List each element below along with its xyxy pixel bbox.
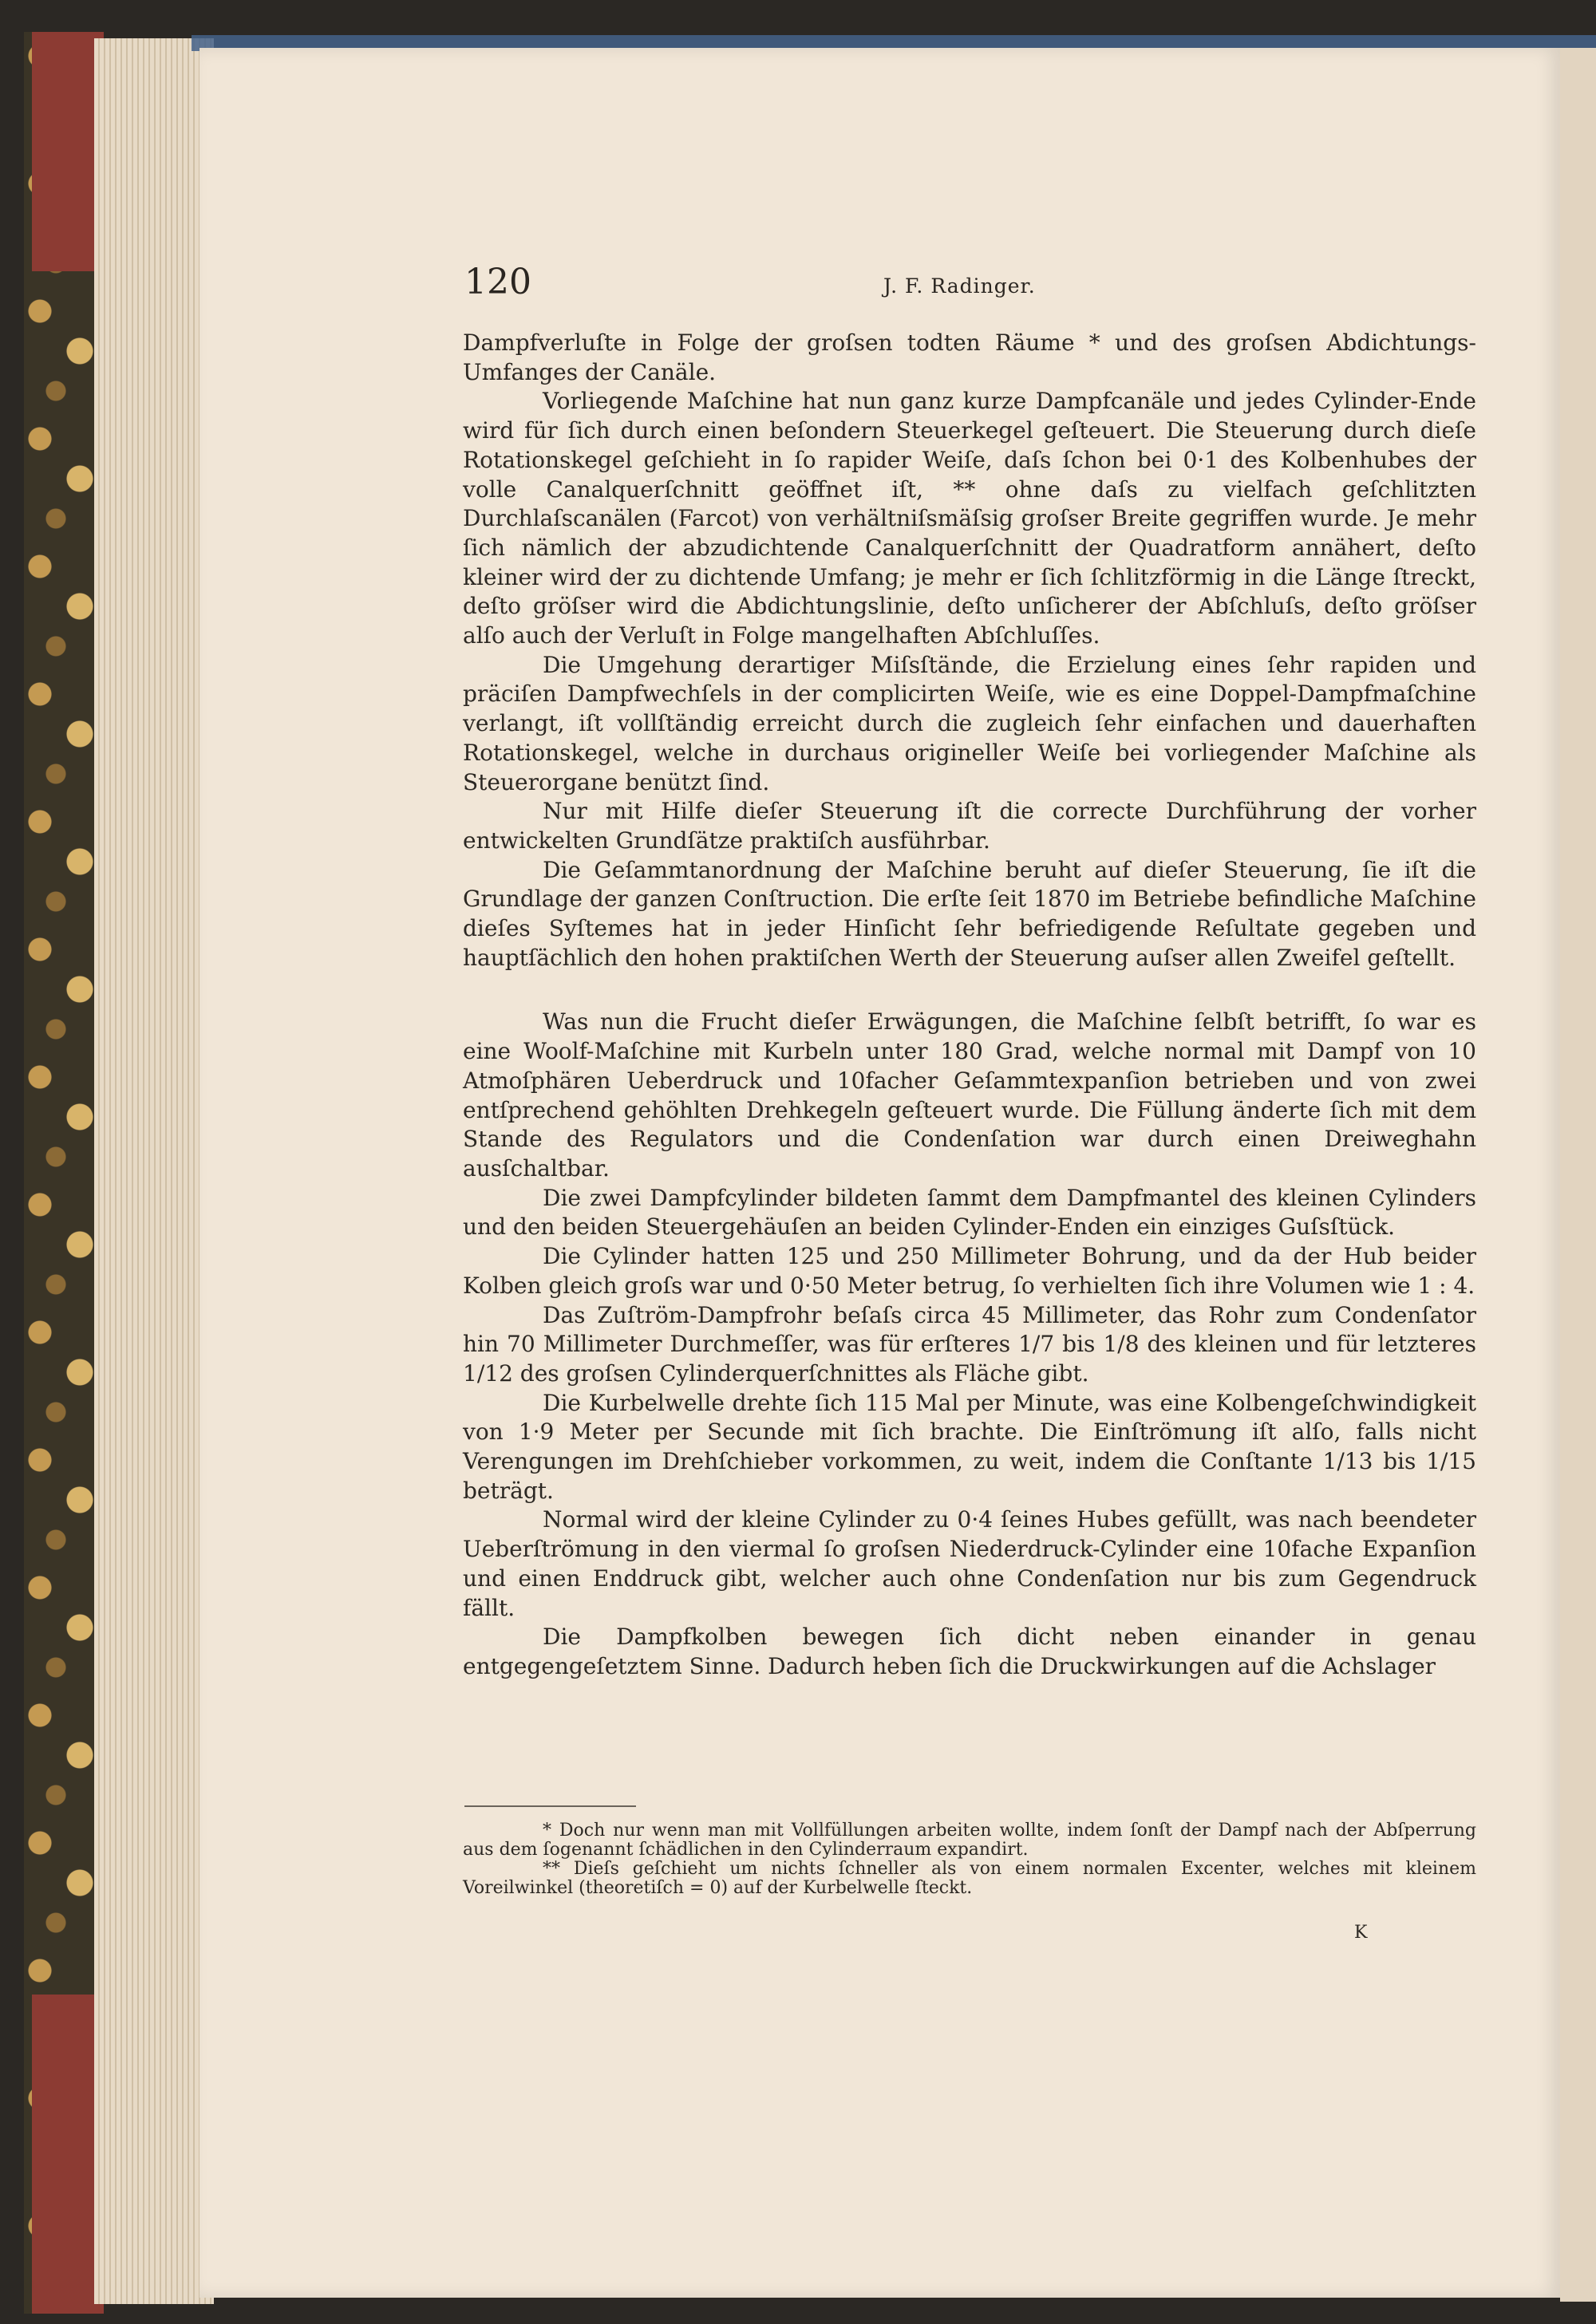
footnote: ** Dieſs geſchieht um nichts ſchneller als von einem normalen Excenter, welches mit kleinem Voreilwinkel (theoretiſch = 0) auf der Kurbelwelle ſteckt. [463,1859,1476,1898]
paragraph: Nur mit Hilfe dieſer Steuerung iſt die correcte Durchführung der vorher entwickelten Grundſätze praktiſch ausführbar. [463,798,1476,854]
paragraph: Die Geſammtanordnung der Maſchine beruht auf dieſer Steuerung, ſie iſt die Grundlage der ganzen Conſtruction. Die erſte ſeit 1870 im Betriebe befindliche Maſchine dieſes Syſtemes hat in jeder Hinſicht ſehr befriedigende Reſultate gegeben und hauptſächlich den hohen praktiſchen Werth der Steuerung auſser allen Zweifel geſtellt. [463,856,1476,971]
footnote: * Doch nur wenn man mit Vollfüllungen arbeiten wollte, indem ſonſt der Dampf nach der Abſperrung aus dem ſogenannt ſchädlichen in den Cylinderraum expandirt. [463,1821,1476,1860]
paragraph: Die zwei Dampfcylinder bildeten ſammt dem Dampfmantel des kleinen Cylinders und den beiden Steuergehäuſen an beiden Cylinder-Enden ein einziges Guſsſtück. [463,1184,1476,1241]
paragraph: Was nun die Frucht dieſer Erwägungen, die Maſchine ſelbſt betrifft, ſo war es eine Woolf-Maſchine mit Kurbeln unter 180 Grad, welche normal mit Dampf von 10 Atmoſphären Ueberdruck und 10facher Geſammtexpanſion betrieben und von zwei entſprechend gehöhlten Drehkegeln geſteuert wurde. Die Füllung änderte ſich mit dem Stande des Regulators und die Condenſation war durch einen Dreiweghahn ausſchaltbar. [463,1008,1476,1182]
marbled-cover [24,32,104,2314]
cover-binding-bottom [32,1995,104,2314]
running-title: J. F. Radinger. [883,274,1036,298]
page-stack-edges [94,38,214,2304]
paragraph: Normal wird der kleine Cylinder zu 0·4 ſeines Hubes gefüllt, was nach beendeter Ueberſtrömung in den viermal ſo groſsen Niederdruck-Cylinder eine 10fache Expanſion und einen Enddruck gibt, welcher auch ohne Condenſation nur bis zum Gegendruck fällt. [463,1506,1476,1621]
body-text [463,329,1476,1682]
section-gap [463,973,1476,1008]
footnotes [463,1821,1476,1898]
next-page-edge [1560,48,1596,2302]
paragraph: Die Kurbelwelle drehte ſich 115 Mal per Minute, was eine Kolbengeſchwindigkeit von 1·9 Meter per Secunde mit ſich brachte. Die Einſtrömung iſt alſo, falls nicht Verengungen im Drehſchieber vorkommen, zu weit, indem die Conſtante 1/13 bis 1/15 beträgt. [463,1389,1476,1504]
footnote-rule [464,1805,636,1807]
running-head [464,262,1478,310]
paragraph: Die Umgehung derartiger Miſsſtände, die Erzielung eines ſehr rapiden und präciſen Dampfwechſels in der complicirten Weiſe, wie es eine Doppel-Dampfmaſchine verlangt, iſt vollſtändig erreicht durch die zugleich ſehr einfachen und dauerhaften Rotationskegel, welche in durchaus origineller Weiſe bei vorliegender Maſchine als Steuerorgane benützt ſind. [463,651,1476,795]
paragraph: Vorliegende Maſchine hat nun ganz kurze Dampfcanäle und jedes Cylinder-Ende wird für ſich durch einen beſondern Steuerkegel geſteuert. Die Steuerung durch dieſe Rotationskegel geſchieht in ſo rapider Weiſe, daſs ſchon bei 0·1 des Kolbenhubes der volle Canalquerſchnitt geöffnet iſt, ** ohne daſs zu vielfach geſchlitzten Durchlaſscanälen (Farcot) von verhältniſsmäſsig groſser Breite gegriffen wurde. Je mehr ſich nämlich der abzudichtende Canalquerſchnitt der Quadratform annähert, deſto kleiner wird der zu dichtende Umfang; je mehr er ſich ſchlitzförmig in die Länge ſtreckt, deſto gröſser wird die Abdichtungslinie, deſto unſicherer der Abſchluſs, deſto gröſser alſo auch der Verluſt in Folge mangelhaften Abſchluſſes. [463,388,1476,649]
paragraph: Das Zuſtröm-Dampfrohr beſaſs circa 45 Millimeter, das Rohr zum Condenſator hin 70 Millimeter Durchmeſſer, was für erſteres 1/7 bis 1/8 des kleinen und für letzteres 1/12 des groſsen Cylinderquerſchnittes als Fläche gibt. [463,1301,1476,1387]
paragraph: Die Dampfkolben bewegen ſich dicht neben einander in genau entgegengeſetztem Sinne. Dadurch heben ſich die Druckwirkungen auf die Achslager [463,1624,1476,1679]
signature-mark: K [1354,1923,1368,1943]
page-number: 120 [464,262,531,302]
paragraph: Dampfverluſte in Folge der groſsen todten Räume * und des groſsen Abdichtungs-Umfanges der Canäle. [463,329,1476,385]
paragraph: Die Cylinder hatten 125 und 250 Millimeter Bohrung, und da der Hub beider Kolben gleich groſs war und 0·50 Meter betrug, ſo verhielten ſich ihre Volumen wie 1 : 4. [463,1243,1476,1299]
cover-binding-top [32,32,104,271]
